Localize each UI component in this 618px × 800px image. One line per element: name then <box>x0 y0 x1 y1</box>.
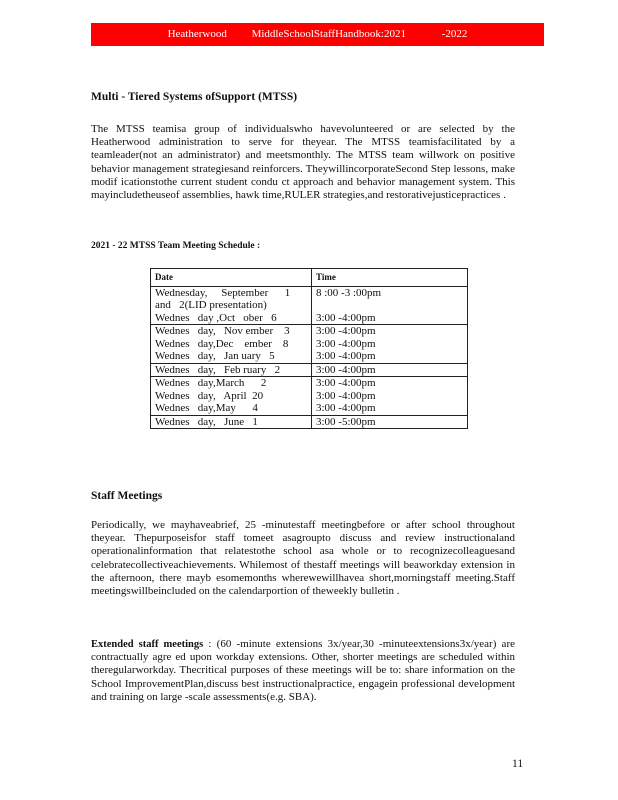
schedule-row <box>151 312 468 325</box>
schedule-row <box>151 325 468 338</box>
schedule-row <box>151 415 468 429</box>
schedule-row <box>151 377 468 390</box>
schedule-time-cell <box>312 299 468 312</box>
date-column-header: Date <box>151 269 312 287</box>
schedule-row <box>151 390 468 403</box>
schedule-header-row <box>151 269 468 287</box>
schedule-heading: 2021 - 22 MTSS Team Meeting Schedule : <box>91 241 261 251</box>
schedule-time-cell: 3:00 -4:00pm <box>312 402 468 415</box>
schedule-time-cell: 3:00 -5:00pm <box>312 415 468 429</box>
staff-meetings-paragraph: Periodically, we mayhaveabrief, 25 -minutestaff meetingbefore or after school throughout theyear. Thepurposeisfor staff tomeet asagroupto discuss and review instructionaland operationalinformation that relatestothe school asa whole or to recognizecolleaguesand celebratecollectiveachievements. Whilemost of thestaff meetings will beaworkday extension in the afternoon, there mayb esomemonths wherewewillhavea short,morningstaff meeting.Staff meetingswillbeincluded on the calendarportion of theweekly bulletin . <box>91 519 515 598</box>
schedule-body <box>151 286 468 429</box>
schedule-time-cell: 3:00 -4:00pm <box>312 338 468 351</box>
mtss-paragraph: The MTSS teamisa group of individualswho havevolunteered or are selected by the Heatherwood administration to serve for theyear. The MTSS teamisfacilitated by a teamleader(not an administrator) and meetsmonthly. The MTSS team willwork on positive behavior management strategiesand reinforcers. TheywillincorporateSecond Step lessons, make modif icationstothe current student condu ct approach and behavior management system. This mayincludetheuseof assemblies, hawk time,RULER strategies,and restorativejusticepractices . <box>91 123 515 202</box>
schedule-date-cell: Wednes day, Jan uary 5 <box>151 350 312 363</box>
schedule-time-cell: 3:00 -4:00pm <box>312 377 468 390</box>
mtss-schedule-table <box>150 268 468 429</box>
schedule-row <box>151 350 468 363</box>
schedule-time-cell: 3:00 -4:00pm <box>312 312 468 325</box>
schedule-date-cell: Wednes day ,Oct ober 6 <box>151 312 312 325</box>
time-column-header: Time <box>312 269 468 287</box>
schedule-date-cell: Wednes day,March 2 <box>151 377 312 390</box>
schedule-date-cell: Wednes day, June 1 <box>151 415 312 429</box>
schedule-time-cell: 3:00 -4:00pm <box>312 390 468 403</box>
page-number: 11 <box>512 758 524 770</box>
schedule-time-cell: 8 :00 -3 :00pm <box>312 286 468 299</box>
schedule-row <box>151 338 468 351</box>
schedule-date-cell: Wednesday, September 1 <box>151 286 312 299</box>
schedule-time-cell: 3:00 -4:00pm <box>312 325 468 338</box>
mtss-heading: Multi - Tiered Systems ofSupport (MTSS) <box>91 91 298 103</box>
extended-meetings-paragraph <box>91 638 515 704</box>
schedule-date-cell: Wednes day, Nov ember 3 <box>151 325 312 338</box>
schedule-row <box>151 299 468 312</box>
schedule-date-cell: Wednes day, April 20 <box>151 390 312 403</box>
schedule-date-cell: Wednes day,Dec ember 8 <box>151 338 312 351</box>
handbook-header-bar: Heatherwood MiddleSchoolStaffHandbook:2021 -2022 <box>91 23 544 46</box>
schedule-date-cell: and 2(LID presentation) <box>151 299 312 312</box>
schedule-row <box>151 402 468 415</box>
schedule-date-cell: Wednes day, Feb ruary 2 <box>151 363 312 377</box>
schedule-row <box>151 286 468 299</box>
extended-meetings-text: : (60 -minute extensions 3x/year,30 -minuteextensions3x/year) are contractually agre ed upon workday extensions. Other, shorter meetings are scheduled within theregularworkday. Thecritical purposes of these meetings will be to: share information on the School ImprovementPlan,discuss best instructionalpractice, engagein professional development and training on large -scale assessments(e.g. SBA). <box>91 638 515 703</box>
staff-meetings-heading: Staff Meetings <box>91 490 163 502</box>
schedule-time-cell: 3:00 -4:00pm <box>312 363 468 377</box>
extended-meetings-label: Extended staff meetings <box>91 639 204 650</box>
schedule-row <box>151 363 468 377</box>
schedule-time-cell: 3:00 -4:00pm <box>312 350 468 363</box>
schedule-date-cell: Wednes day,May 4 <box>151 402 312 415</box>
